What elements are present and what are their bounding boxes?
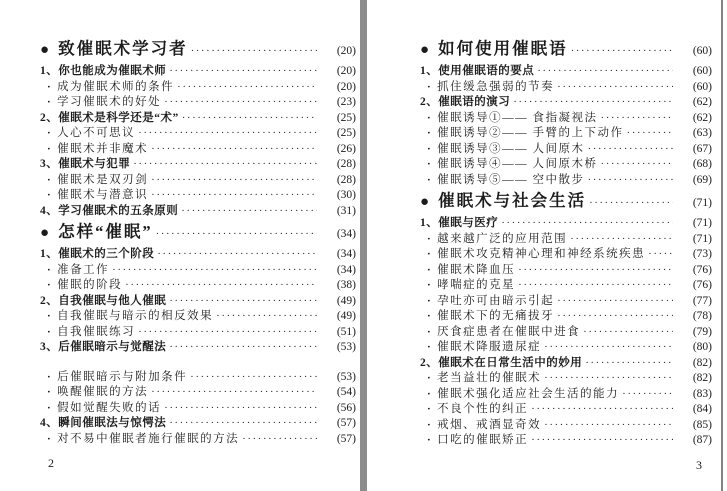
dot-bullet-icon: · [47,80,53,93]
dot-leader [169,340,317,356]
dot-leader [588,173,673,189]
toc-entries-right [420,37,712,449]
dot-leader [571,37,673,63]
entry-page-number: (23) [336,96,356,108]
dot-bullet-icon: · [427,127,433,139]
toc-entry-row [40,126,356,142]
dot-leader [648,247,673,263]
dot-leader [557,309,673,325]
dot-bullet-icon: · [47,432,53,445]
entry-title: 催眠术与社会生活 [438,191,587,210]
toc-entry-row [40,95,356,111]
entry-page-number: (69) [692,173,712,186]
entry-title: 催眠诱导②—— 手臂的上下动作 [437,127,624,139]
toc-entry-row [40,340,356,356]
entry-page-number: (85) [692,418,712,431]
toc-section-row [420,189,712,215]
entry-page-number: (87) [692,434,712,446]
entry-page-number: (28) [336,158,356,170]
entry-page-number: (71) [692,232,712,245]
dot-leader [557,294,673,310]
entry-title: 致催眠术学习者 [58,39,188,58]
toc-page-right [420,36,712,473]
entry-title: 催眠诱导⑤—— 空中散步 [437,173,585,186]
scan-edge-line [721,0,723,491]
toc-entry-row [420,387,712,403]
dot-leader [216,309,317,325]
section-bullet-icon: ● [420,194,430,210]
dot-leader [601,157,673,173]
toc-entry-row [40,416,356,432]
entry-title: 催眠术降服遗尿症 [437,341,542,353]
dot-leader [191,37,317,63]
entry-page-number: (78) [692,310,712,322]
entry-page-number: (82) [692,372,712,384]
toc-section-row [420,37,712,63]
section-bullet-icon: ● [40,42,50,58]
toc-entry-row [40,432,356,448]
entry-title: 1、使用催眠语的要点 [420,65,535,77]
entry-title: 催眠术强化适应社会生活的能力 [437,387,620,400]
toc-entry-row [40,188,356,204]
entry-page-number: (62) [692,96,712,108]
entry-title: 催眠术攻克精神心理和神经系统疾患 [437,248,646,260]
toc-entry-row [40,111,356,127]
entry-title: 口吃的催眠矫正 [437,434,529,446]
entry-title: 催眠术与潜意识 [57,189,149,201]
toc-entry-row [420,126,712,142]
toc-entry-row [40,294,356,310]
entry-page-number: (79) [692,325,712,338]
toc-entry-row [40,157,356,173]
dot-leader [169,64,317,80]
toc-entry-row [420,64,712,80]
dot-bullet-icon: · [47,173,53,186]
dot-leader [242,432,317,448]
dot-leader [181,204,317,220]
entry-title: 催眠术降血压 [437,263,516,276]
dot-leader [570,232,673,248]
toc-entry-row [420,325,712,341]
entry-title: 唤醒催眠的方法 [57,386,149,398]
entry-title: 孕吐亦可由暗示引起 [437,294,555,307]
dot-bullet-icon: · [427,294,433,307]
entry-page-number: (28) [336,173,356,186]
toc-entry-row [420,278,712,294]
dot-leader [112,263,317,279]
dot-leader [190,370,317,386]
page-number-right: 3 [696,457,702,472]
toc-entry-row [420,402,712,418]
entry-title: 催眠术是双刃剑 [57,173,149,186]
dot-bullet-icon: · [47,279,53,291]
entry-page-number: (20) [336,65,356,77]
entry-title: 越来越广泛的应用范围 [437,232,568,245]
entry-title: 自我催眠练习 [57,325,136,338]
entry-page-number: (62) [692,111,712,124]
entry-page-number: (25) [336,111,356,124]
dot-leader [151,173,317,189]
entry-page-number: (49) [336,294,356,307]
dot-bullet-icon: · [47,401,53,414]
toc-entry-row [40,401,356,417]
toc-entry-row [420,309,712,325]
dot-leader [531,402,673,418]
dot-leader [151,188,317,204]
entry-page-number: (76) [692,263,712,276]
entry-title: 催眠诱导③—— 人间原木 [437,142,585,155]
dot-leader [157,247,317,263]
toc-entry-row [420,216,712,232]
entry-page-number: (34) [336,228,356,240]
entry-title: 催眠诱导①—— 食指凝视法 [437,111,598,124]
dot-bullet-icon: · [427,372,433,384]
dot-bullet-icon: · [427,418,433,431]
dot-bullet-icon: · [427,341,433,353]
dot-leader [164,95,317,111]
dot-leader [169,416,317,432]
entry-title: 抓住缓急强弱的节奏 [437,80,555,93]
page-gutter-divider [360,0,367,491]
toc-entry-row [420,433,712,449]
dot-leader [125,278,317,294]
entry-page-number: (49) [336,310,356,322]
dot-bullet-icon: · [427,158,433,170]
dot-bullet-icon: · [427,310,433,322]
dot-leader [557,80,673,96]
entry-page-number: (53) [336,341,356,353]
entry-title: 人心不可思议 [57,127,136,139]
entry-page-number: (38) [336,279,356,291]
dot-leader [513,95,673,111]
dot-leader [544,418,673,434]
entry-title: 哮喘症的克星 [437,279,516,291]
dot-bullet-icon: · [47,189,53,201]
entry-title: 假如觉醒失败的话 [57,401,162,414]
entry-page-number: (63) [692,127,712,139]
entry-page-number: (53) [336,370,356,383]
entry-page-number: (30) [336,189,356,201]
entry-title: 1、催眠术的三个阶段 [40,248,155,260]
toc-entry-row [420,340,712,356]
toc-entry-row [420,418,712,434]
dot-bullet-icon: · [47,310,53,322]
toc-entry-row [40,173,356,189]
dot-bullet-icon: · [427,387,433,400]
entry-page-number: (83) [692,387,712,400]
dot-leader [177,80,317,96]
dot-bullet-icon: · [427,248,433,260]
entry-title: 怎样“催眠” [58,222,153,241]
dot-leader [627,126,673,142]
toc-entry-row [420,247,712,263]
dot-leader [537,64,673,80]
entry-page-number: (57) [336,417,356,429]
toc-entry-row [420,371,712,387]
dot-bullet-icon: · [427,325,433,338]
toc-entry-row [40,263,356,279]
page-number-left: 2 [48,456,54,470]
entry-title: 对不易中催眠者施行催眠的方法 [57,432,240,445]
dot-bullet-icon: · [47,142,53,155]
entry-page-number: (60) [692,65,712,77]
entry-page-number: (60) [692,45,712,57]
toc-entry-row [40,309,356,325]
entry-title: 自我催眠与暗示的相反效果 [57,310,214,322]
entry-title: 2、催眠语的演习 [420,96,511,108]
toc-entry-row [420,232,712,248]
entry-title: 3、催眠术与犯罪 [40,158,131,170]
entry-page-number: (76) [692,279,712,291]
entry-title: 催眠的阶段 [57,279,123,291]
entry-title: 戒烟、戒酒显奇效 [437,418,542,431]
toc-entry-row [420,111,712,127]
toc-entry-row [420,356,712,372]
dot-leader [585,356,673,372]
dot-leader [151,385,317,401]
toc-section-row [40,220,356,246]
dot-leader [518,263,673,279]
entry-page-number: (25) [336,127,356,139]
entry-page-number: (20) [336,80,356,93]
entry-title: 不良个性的纠正 [437,403,529,415]
entry-title: 3、后催眠暗示与觉醒法 [40,341,167,353]
entry-title: 4、瞬间催眠法与惊愕法 [40,417,167,429]
dot-bullet-icon: · [427,80,433,93]
dot-leader [156,220,317,246]
entry-title: 后催眠暗示与附加条件 [57,370,188,383]
entry-page-number: (60) [692,80,712,93]
entry-title: 准备工作 [57,263,110,276]
toc-entry-row [40,142,356,158]
entry-title: 1、催眠与医疗 [420,217,499,229]
dot-bullet-icon: · [427,434,433,446]
entry-page-number: (82) [692,356,712,369]
dot-leader [531,433,673,449]
toc-entry-row [420,95,712,111]
toc-entry-row [40,204,356,220]
section-bullet-icon: ● [40,225,50,241]
toc-entry-row [420,173,712,189]
entry-page-number: (68) [692,158,712,170]
toc-entry-row [420,142,712,158]
entry-title: 2、催眠术在日常生活中的妙用 [420,356,583,369]
entry-page-number: (26) [336,142,356,155]
entry-title: 如何使用催眠语 [438,39,568,58]
toc-entry-row [40,64,356,80]
toc-entry-row [420,294,712,310]
toc-entries-left [40,37,356,447]
dot-leader [501,216,673,232]
entry-title: 1、你也能成为催眠术师 [40,65,167,77]
dot-leader [138,325,317,341]
dot-bullet-icon: · [47,325,53,338]
entry-page-number: (57) [336,432,356,445]
dot-leader [583,325,673,341]
dot-leader [601,111,673,127]
entry-title: 老当益壮的催眠术 [437,372,542,384]
entry-title: 厌食症患者在催眠中进食 [437,325,581,338]
dot-bullet-icon: · [427,111,433,124]
entry-page-number: (31) [336,204,356,217]
entry-title: 催眠术下的无痛拔牙 [437,310,555,322]
entry-title: 成为催眠术师的条件 [57,80,175,93]
entry-page-number: (51) [336,325,356,338]
dot-leader [544,371,673,387]
dot-bullet-icon: · [427,142,433,155]
entry-page-number: (34) [336,263,356,276]
dot-leader [622,387,673,403]
dot-leader [133,157,317,173]
entry-page-number: (56) [336,401,356,414]
toc-entry-row [40,325,356,341]
toc-entry-row [40,247,356,263]
entry-page-number: (71) [692,217,712,229]
toc-spacer [40,356,356,370]
dot-leader [518,278,673,294]
entry-title: 学习催眠术的好处 [57,96,162,108]
toc-entry-row [40,80,356,96]
toc-entry-row [420,157,712,173]
dot-bullet-icon: · [427,403,433,415]
toc-page-left [40,36,356,471]
entry-title: 2、催眠术是科学还是“术” [40,111,179,124]
toc-entry-row [420,80,712,96]
dot-bullet-icon: · [427,232,433,245]
dot-leader [164,401,317,417]
dot-leader [138,126,317,142]
entry-page-number: (67) [692,142,712,155]
section-bullet-icon: ● [420,42,430,58]
dot-leader [589,189,673,215]
entry-title: 催眠术并非魔术 [57,142,149,155]
entry-title: 2、自我催眠与他人催眠 [40,294,167,307]
dot-leader [588,142,673,158]
toc-entry-row [40,370,356,386]
entry-title: 催眠诱导④—— 人间原木桥 [437,158,598,170]
entry-title: 4、学习催眠术的五条原则 [40,204,179,217]
dot-bullet-icon: · [427,263,433,276]
entry-page-number: (54) [336,386,356,398]
entry-page-number: (20) [336,45,356,57]
dot-leader [151,142,317,158]
dot-bullet-icon: · [427,279,433,291]
dot-bullet-icon: · [47,263,53,276]
entry-page-number: (77) [692,294,712,307]
toc-section-row [40,37,356,63]
dot-leader [182,111,317,127]
dot-leader [169,294,317,310]
toc-entry-row [420,263,712,279]
dot-bullet-icon: · [47,96,53,108]
dot-bullet-icon: · [427,173,433,186]
entry-page-number: (80) [692,341,712,353]
toc-entry-row [40,278,356,294]
dot-bullet-icon: · [47,386,53,398]
dot-bullet-icon: · [47,127,53,139]
entry-page-number: (34) [336,248,356,260]
entry-page-number: (71) [692,197,712,209]
entry-page-number: (84) [692,403,712,415]
dot-bullet-icon: · [47,370,53,383]
toc-entry-row [40,385,356,401]
entry-page-number: (73) [692,248,712,260]
dot-leader [544,340,673,356]
